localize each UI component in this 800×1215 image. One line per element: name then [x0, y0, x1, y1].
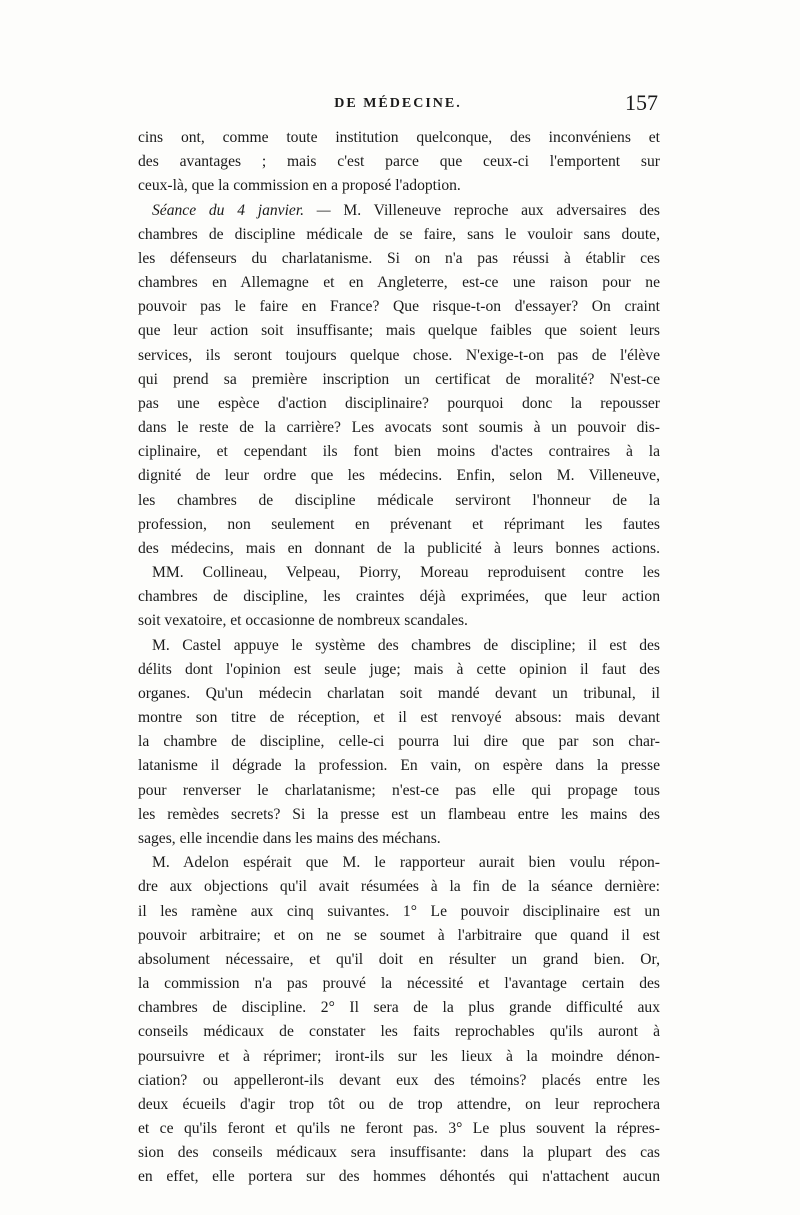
text-line-content: services, ils seront toujours quelque chose. N'exige-t-on pas de l'élève — [138, 346, 660, 364]
text-line-content: profession, non seulement en prévenant et réprimant les fautes — [138, 515, 660, 533]
text-line — [138, 440, 660, 464]
text-line — [138, 1045, 660, 1069]
text-line — [138, 1020, 660, 1044]
text-line-content: la chambre de discipline, celle-ci pourra lui dire que par son char- — [138, 733, 660, 751]
text-line-content: cins ont, comme toute institution quelconque, des inconvéniens et — [138, 129, 660, 146]
text-line — [138, 150, 660, 174]
text-line — [138, 996, 660, 1020]
text-line — [138, 1093, 660, 1117]
text-line — [138, 609, 660, 633]
text-line-content: pouvoir pas le faire en France? Que risque-t-on d'essayer? On craint — [138, 298, 660, 316]
text-line-content: soit vexatoire, et occasionne de nombreux scandales. — [138, 612, 468, 630]
text-line — [138, 972, 660, 996]
text-line-content: montre son titre de réception, et il est renvoyé absous: mais devant — [138, 709, 660, 727]
text-line — [138, 706, 660, 730]
text-line-content: délits dont l'opinion est seule juge; mais à cette opinion il faut des — [138, 660, 660, 678]
text-line-content: que leur action soit insuffisante; mais quelque faibles que soient leurs — [138, 322, 660, 340]
text-line — [138, 803, 660, 827]
text-line-content: les défenseurs du charlatanisme. Si on n'a pas réussi à établir ces — [138, 249, 660, 267]
text-line-content: latanisme il dégrade la profession. En vain, on espère dans la presse — [138, 757, 660, 775]
text-line — [138, 392, 660, 416]
text-line — [138, 1069, 660, 1093]
text-line — [138, 1165, 660, 1189]
text-line — [138, 779, 660, 803]
text-line — [138, 344, 660, 368]
text-line-content: M. Castel appuye le système des chambres de discipline; il est des — [152, 636, 660, 654]
text-line — [138, 416, 660, 440]
text-line-content: la commission n'a pas prouvé la nécessité et l'avantage certain des — [138, 975, 660, 993]
text-line-content: en effet, elle portera sur des hommes déhontés qui n'attachent aucun — [138, 1168, 660, 1186]
text-line-content: chambres en Allemagne et en Angleterre, est-ce une raison pour ne — [138, 274, 660, 292]
text-line — [138, 1141, 660, 1165]
text-line-content: ciation? ou appelleront-ils devant eux des témoins? placés entre les — [138, 1071, 660, 1089]
text-line-content: les remèdes secrets? Si la presse est un flambeau entre les mains des — [138, 805, 660, 823]
text-line — [138, 223, 660, 247]
text-line — [138, 585, 660, 609]
text-line-content: pas une espèce d'action disciplinaire? pourquoi donc la repousser — [138, 394, 660, 412]
text-line-content: absolument nécessaire, et qu'il doit en résulter un grand bien. Or, — [138, 950, 660, 968]
text-line-content: deux écueils d'agir trop tôt ou de trop attendre, on leur reprochera — [138, 1095, 660, 1113]
page-header — [138, 92, 658, 122]
text-line-content: MM. Collineau, Velpeau, Piorry, Moreau reproduisent contre les — [152, 564, 660, 582]
text-line — [138, 754, 660, 778]
text-line-content: M. Villeneuve reproche aux adversaires des — [343, 201, 660, 219]
text-line — [138, 295, 660, 319]
text-line — [138, 634, 660, 658]
text-line — [138, 924, 660, 948]
text-line — [138, 948, 660, 972]
text-line-content: et ce qu'ils feront et qu'ils ne feront pas. 3° Le plus souvent la répres- — [138, 1120, 660, 1138]
text-line-content: ciplinaire, et cependant ils font bien moins d'actes contraires à la — [138, 443, 660, 461]
text-line-content: chambres de discipline médicale de se faire, sans le vouloir sans doute, — [138, 225, 660, 243]
running-head: DE MÉDECINE. — [334, 96, 462, 111]
text-line-content: qui prend sa première inscription un certificat de moralité? N'est-ce — [138, 370, 660, 388]
text-line-content: dans le reste de la carrière? Les avocats sont soumis à un pouvoir dis- — [138, 419, 660, 437]
page-number: 157 — [625, 90, 658, 115]
body-text — [138, 126, 660, 1190]
text-line — [138, 537, 660, 561]
text-line-content: chambres de discipline. 2° Il sera de la plus grande difficulté aux — [138, 999, 660, 1017]
text-line-content: pouvoir arbitraire; et on ne se soumet à l'arbitraire que quand il est — [138, 926, 660, 944]
text-line — [138, 827, 660, 851]
text-line — [138, 561, 660, 585]
text-line — [138, 875, 660, 899]
text-line — [138, 199, 660, 223]
text-line-content: il les ramène aux cinq suivantes. 1° Le pouvoir disciplinaire est un — [138, 902, 660, 920]
text-line — [138, 126, 660, 150]
text-line-content: dignité de leur ordre que les médecins. Enfin, selon M. Villeneuve, — [138, 467, 660, 485]
text-line-content: organes. Qu'un médecin charlatan soit mandé devant un tribunal, il — [138, 684, 660, 702]
text-line-content: M. Adelon espérait que M. le rapporteur aurait bien voulu répon- — [152, 854, 660, 872]
text-line — [138, 489, 660, 513]
text-line — [138, 368, 660, 392]
text-line-content: conseils médicaux de constater les faits reprochables qu'ils auront à — [138, 1023, 660, 1041]
text-line-content: des avantages ; mais c'est parce que ceux-ci l'emportent sur — [138, 153, 660, 171]
text-line-content: pour renverser le charlatanisme; n'est-ce pas elle qui propage tous — [138, 781, 660, 799]
text-line-content: ceux-là, que la commission en a proposé l'adoption. — [138, 177, 461, 195]
text-line-content: les chambres de discipline médicale serviront l'honneur de la — [138, 491, 660, 509]
text-line — [138, 730, 660, 754]
text-line — [138, 464, 660, 488]
text-line — [138, 851, 660, 875]
text-line — [138, 513, 660, 537]
text-line — [138, 900, 660, 924]
text-line-content: sion des conseils médicaux sera insuffisante: dans la plupart des cas — [138, 1144, 660, 1162]
text-line-content: poursuivre et à réprimer; iront-ils sur les lieux à la moindre dénon- — [138, 1047, 660, 1065]
text-line — [138, 247, 660, 271]
text-line — [138, 319, 660, 343]
text-line — [138, 1117, 660, 1141]
text-line — [138, 174, 660, 198]
text-line — [138, 658, 660, 682]
text-line-content: des médecins, mais en donnant de la publicité à leurs bonnes actions. — [138, 539, 660, 557]
text-line-content: chambres de discipline, les craintes déjà exprimées, que leur action — [138, 588, 660, 606]
text-line-content: dre aux objections qu'il avait résumées à la fin de la séance dernière: — [138, 878, 660, 896]
session-date: Séance du 4 janvier. — — [152, 201, 344, 219]
text-line — [138, 271, 660, 295]
text-line-content: sages, elle incendie dans les mains des méchans. — [138, 829, 441, 847]
text-line — [138, 682, 660, 706]
